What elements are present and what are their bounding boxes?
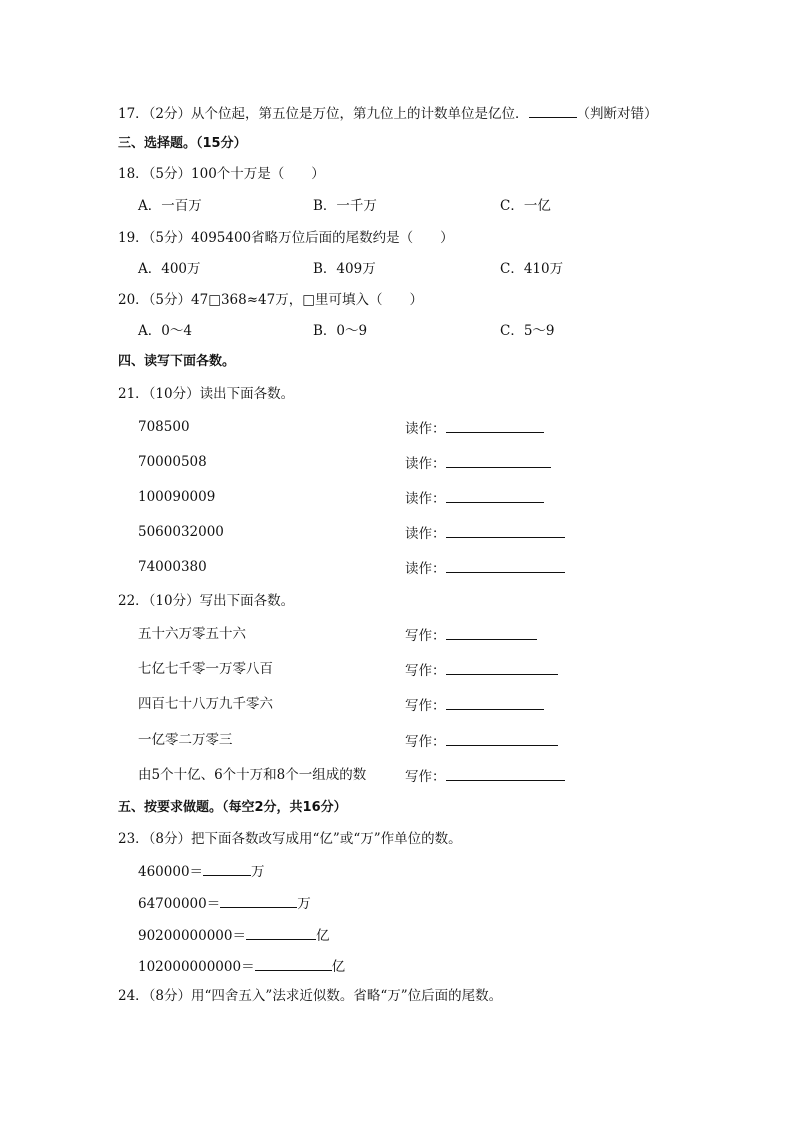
q23-unit: 万 [251,864,265,880]
question-19: 19．（5分）4095400省略万位后面的尾数约是（ ） [118,230,454,246]
q19-option-b[interactable]: B．409万 [313,261,376,277]
q23-number: 460000＝ [138,864,204,880]
read-label: 读作： [405,491,446,507]
write-label: 写作： [405,734,446,750]
q21-number: 70000508 [138,454,207,470]
q22-chinese-number: 七亿七千零一万零八百 [138,661,273,677]
q21-number: 100090009 [138,489,216,505]
q23-unit: 万 [297,896,311,912]
q21-number: 74000380 [138,559,207,575]
q22-write-row [405,766,565,786]
q18-option-c[interactable]: C．一亿 [500,198,551,214]
q19-option-a[interactable]: A．400万 [138,261,201,277]
read-label: 读作： [405,456,446,472]
read-answer-blank[interactable] [446,488,544,503]
q23-answer-blank[interactable] [255,956,332,971]
q21-read-row [405,488,544,508]
q23-number: 102000000000＝ [138,959,255,975]
question-23: 23．（8分）把下面各数改写成用“亿”或“万”作单位的数。 [118,831,462,847]
q21-read-row [405,558,565,578]
section-5-heading: 五、按要求做题。（每空2分，共16分） [118,800,347,815]
write-answer-blank[interactable] [446,660,558,675]
read-answer-blank[interactable] [446,558,565,573]
q22-chinese-number: 由5个十亿、6个十万和8个一组成的数 [138,767,367,783]
q22-write-row [405,695,544,715]
question-22: 22．（10分）写出下面各数。 [118,593,295,609]
write-label: 写作： [405,628,446,644]
q23-conversion-row [138,925,329,945]
q23-unit: 亿 [331,959,346,975]
answer-blank-17[interactable] [529,103,577,118]
question-17 [118,103,658,123]
question-20: 20．（5分）47□368≈47万，□里可填入（ ） [118,292,423,308]
read-answer-blank[interactable] [446,453,551,468]
read-label: 读作： [405,561,446,577]
question-21: 21．（10分）读出下面各数。 [118,386,295,402]
read-label: 读作： [405,421,446,437]
q21-number: 708500 [138,419,190,435]
q22-chinese-number: 一亿零二万零三 [138,732,233,748]
q21-read-row [405,453,551,473]
write-answer-blank[interactable] [446,695,544,710]
question-24: 24．（8分）用“四舍五入”法求近似数。省略“万”位后面的尾数。 [118,988,503,1004]
write-answer-blank[interactable] [446,731,558,746]
q21-read-row [405,523,565,543]
q22-write-row [405,660,558,680]
q23-conversion-row [138,893,311,913]
q23-answer-blank[interactable] [203,861,251,876]
q22-write-row [405,731,558,751]
q21-read-row [405,418,544,438]
q19-option-c[interactable]: C．410万 [500,261,564,277]
write-label: 写作： [405,769,446,785]
write-label: 写作： [405,698,446,714]
q23-unit: 亿 [315,928,330,944]
q20-option-c[interactable]: C．5～9 [500,323,555,339]
write-label: 写作： [405,663,446,679]
question-18: 18．（5分）100个十万是（ ） [118,166,325,182]
q23-number: 90200000000＝ [138,928,246,944]
q18-option-a[interactable]: A．一百万 [138,198,202,214]
read-label: 读作： [405,526,446,542]
q23-answer-blank[interactable] [220,893,297,908]
q22-chinese-number: 五十六万零五十六 [138,626,246,642]
write-answer-blank[interactable] [446,625,537,640]
q23-conversion-row [138,861,265,881]
q20-option-b[interactable]: B．0～9 [313,323,368,339]
write-answer-blank[interactable] [446,766,565,781]
q23-number: 64700000＝ [138,896,221,912]
q23-answer-blank[interactable] [246,925,316,940]
q20-option-a[interactable]: A．0～4 [138,323,192,339]
q18-option-b[interactable]: B．一千万 [313,198,377,214]
q22-chinese-number: 四百七十八万九千零六 [138,696,273,712]
section-4-heading: 四、读写下面各数。 [118,354,236,369]
read-answer-blank[interactable] [446,418,544,433]
q21-number: 5060032000 [138,524,224,540]
question-17-tail: （判断对错） [576,106,658,122]
read-answer-blank[interactable] [446,523,565,538]
section-3-heading: 三、选择题。（15分） [118,136,247,151]
q22-write-row [405,625,537,645]
question-17-text: 17．（2分）从个位起，第五位是万位，第九位上的计数单位是亿位． [118,106,529,122]
q23-conversion-row [138,956,345,976]
